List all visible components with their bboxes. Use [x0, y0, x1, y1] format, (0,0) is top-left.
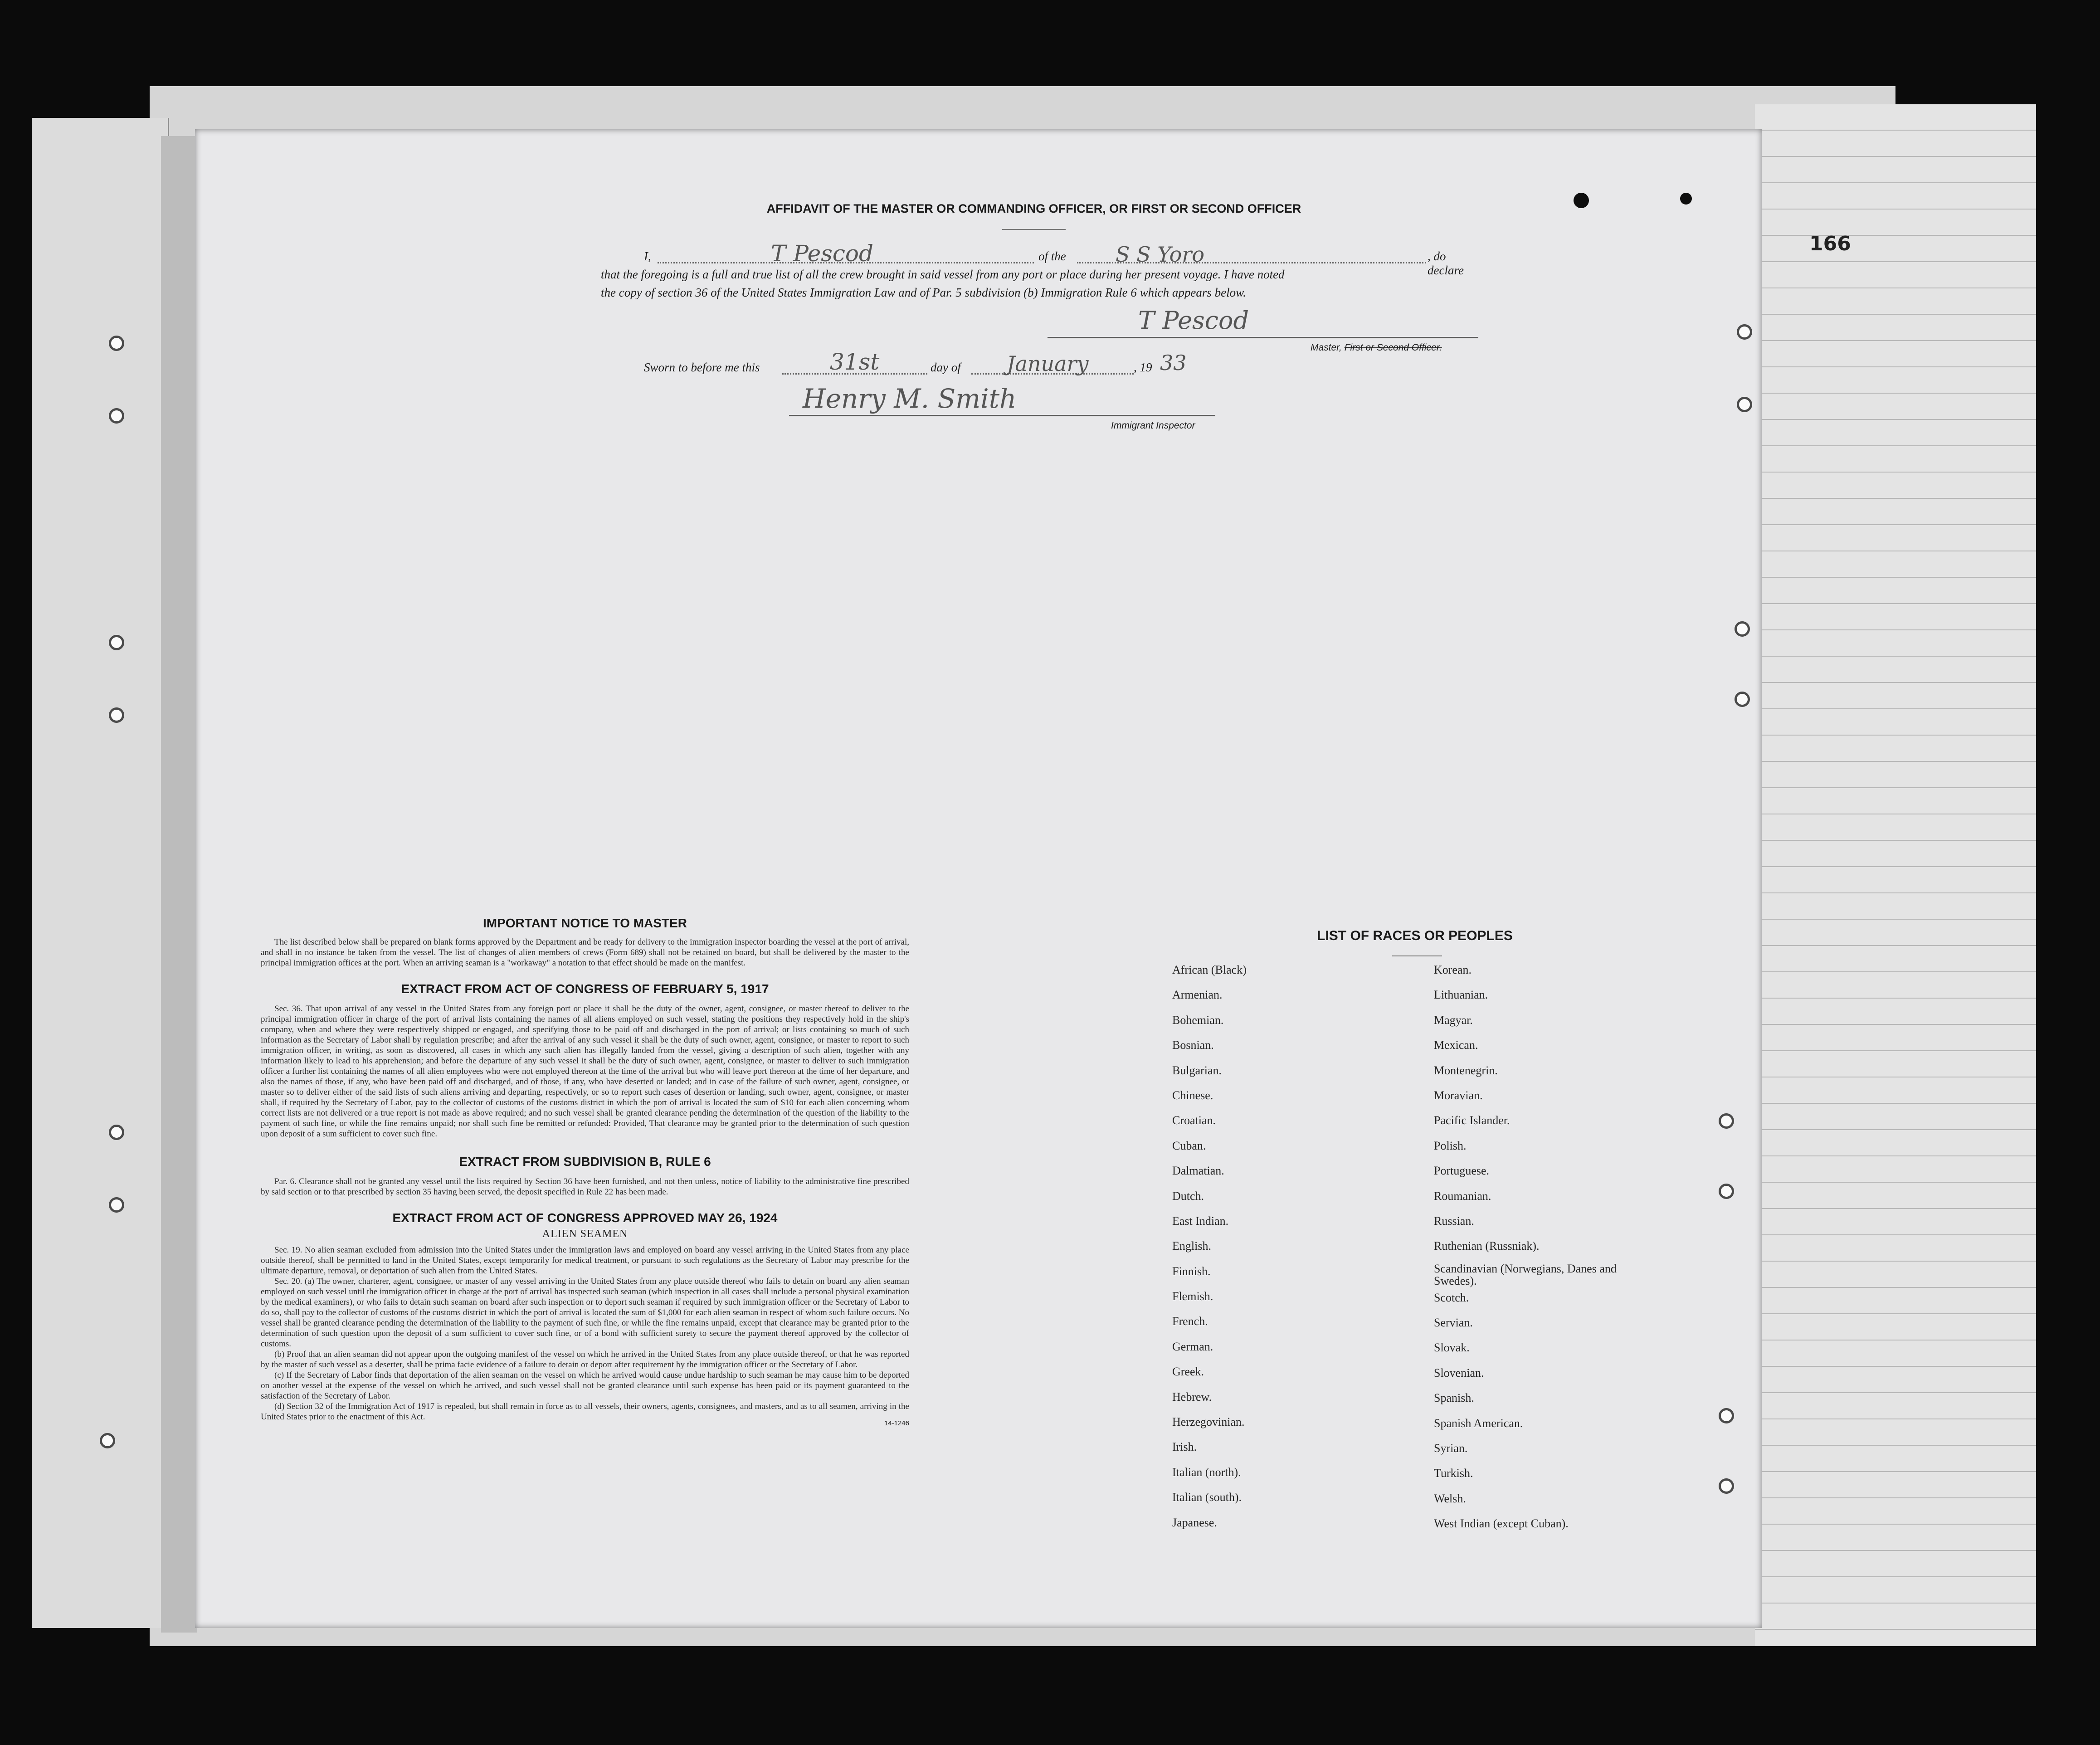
- races-title-underline: [1392, 955, 1442, 956]
- race-item: Turkish.: [1434, 1467, 1473, 1480]
- races-left-column: [1172, 964, 1426, 1541]
- extract-1924-sec20a: Sec. 20. (a) The owner, charterer, agent, consignee, or master of any vessel arriving in the United States from any place outside thereof who fails to detain on board any alien seaman employed on such vessel until the immigration officer in charge at the port of arrival has inspected such seaman (which inspection in all cases shall include a personal physical examination by the medical examiners), or who fails to detain such seaman on board after such inspection or to deport such seaman if required by such immigration officer or the Secretary of Labor to do so, shall pay to the collector of customs of the customs district in which the port of arrival is located the sum of $1,000 for each alien seaman in respect of whom such failure occurs. No vessel shall be granted clearance pending the determination of the liability to the payment of such fine, or while the fine remains unpaid, except that clearance may be granted prior to the determination of such question upon the deposit of a sum sufficient to cover such fine, or of a bond with sufficient surety to secure the payment thereof approved by the collector of customs.: [261, 1277, 909, 1349]
- race-item: West Indian (except Cuban).: [1434, 1517, 1569, 1531]
- sworn-line: [644, 351, 1415, 383]
- race-item: Syrian.: [1434, 1442, 1468, 1455]
- binder-hole: [1735, 621, 1750, 637]
- notice-title: IMPORTANT NOTICE TO MASTER: [482, 916, 687, 930]
- race-item: German.: [1172, 1340, 1213, 1353]
- race-item: African (Black): [1172, 963, 1247, 976]
- master-signature-line: [1048, 337, 1478, 338]
- race-item: Chinese.: [1172, 1088, 1213, 1102]
- race-item: Croatian.: [1172, 1114, 1216, 1127]
- race-item: Italian (north).: [1172, 1465, 1241, 1479]
- race-item: Dutch.: [1172, 1189, 1204, 1203]
- race-item: Mexican.: [1434, 1038, 1478, 1052]
- race-item: Herzegovinian.: [1172, 1415, 1245, 1429]
- left-sheet-stack: [32, 118, 169, 1628]
- race-item: Roumanian.: [1434, 1189, 1491, 1203]
- affidavit-line-2: that the foregoing is a full and true list of all the crew brought in said vessel from any port or place during her present voyage. I have noted: [601, 268, 1285, 281]
- master-label: Master,: [1311, 342, 1342, 353]
- affidavit-page: [195, 129, 1762, 1628]
- binder-hole: [1737, 324, 1752, 340]
- race-item: Dalmatian.: [1172, 1164, 1224, 1178]
- race-item: English.: [1172, 1239, 1211, 1253]
- extract-1924-title: EXTRACT FROM ACT OF CONGRESS APPROVED MAY 26, 1924: [392, 1211, 778, 1225]
- race-item: Russian.: [1434, 1214, 1474, 1228]
- binder-hole: [109, 336, 124, 351]
- inspector-signature: Henry M. Smith: [803, 383, 1017, 414]
- notice-text: The list described below shall be prepared on blank forms approved by the Department and be ready for delivery to the immigration inspector boarding the vessel at the port of arrival, and shall in no instance be taken from the vessel. The list of changes of alien members of crews (Form 689) shall not be retained on board, but shall be delivered by the master to the principal immigration offices at the port. When an arriving seaman is a "workaway" a notation to that effect should be made on the manifest.: [261, 937, 909, 968]
- race-item: French.: [1172, 1315, 1208, 1328]
- race-item: Bohemian.: [1172, 1013, 1224, 1027]
- rule6-text: Par. 6. Clearance shall not be granted any vessel until the lists required by Section 36 have been furnished, and not then unless, notice of liability to the administrative fine prescribed by said section or to that prescribed by section 35 having been served, the deposit specified in Rule 22 has been made.: [261, 1177, 909, 1197]
- race-item: Montenegrin.: [1434, 1063, 1498, 1077]
- extract-1924-subtitle: ALIEN SEAMEN: [542, 1228, 628, 1240]
- race-item: Hebrew.: [1172, 1390, 1212, 1404]
- race-item: Pacific Islander.: [1434, 1114, 1510, 1127]
- binder-hole: [109, 635, 124, 650]
- race-item: Italian (south).: [1172, 1491, 1242, 1504]
- races-right-column: [1434, 964, 1624, 1543]
- title-underline: [1002, 229, 1066, 230]
- day-of-label: day of: [931, 361, 961, 374]
- race-item: Portuguese.: [1434, 1164, 1490, 1178]
- race-item: Polish.: [1434, 1139, 1467, 1152]
- binder-hole: [1719, 1478, 1734, 1494]
- race-item: Welsh.: [1434, 1492, 1466, 1505]
- race-item: Bosnian.: [1172, 1038, 1214, 1052]
- race-item: Slovak.: [1434, 1341, 1470, 1355]
- punch-mark: [1574, 193, 1589, 208]
- race-item: Magyar.: [1434, 1013, 1473, 1027]
- extract-1924-sec20b: (b) Proof that an alien seaman did not appear upon the outgoing manifest of the vessel on which he arrived in the United States from any place outside thereof, or that he was reported by the master of such vessel as a deserter, shall be prima facie evidence of a failure to detain or deport after requirement by the immigration officer or the Secretary of Labor.: [261, 1350, 909, 1370]
- do-declare-label: , do declare: [1428, 249, 1464, 277]
- i-label: I,: [644, 249, 651, 263]
- sworn-month-handwritten: January: [1007, 351, 1089, 376]
- year-handwritten: 33: [1160, 351, 1187, 375]
- race-item: Ruthenian (Russniak).: [1434, 1239, 1540, 1253]
- race-item: Lithuanian.: [1434, 988, 1488, 1002]
- race-item: Finnish.: [1172, 1264, 1211, 1278]
- inspector-signature-line: [789, 415, 1215, 416]
- race-item: East Indian.: [1172, 1214, 1229, 1228]
- struck-officer-label: First or Second Officer.: [1344, 342, 1442, 353]
- binder-hole: [1719, 1184, 1734, 1199]
- binder-hole: [109, 408, 124, 424]
- rule6-title: EXTRACT FROM SUBDIVISION B, RULE 6: [459, 1155, 711, 1169]
- binder-hole: [1719, 1408, 1734, 1423]
- affidavit-line-3: the copy of section 36 of the United States Immigration Law and of Par. 5 subdivision (b) Immigration Rule 6 which appears below.: [601, 286, 1246, 299]
- affidavit-title: AFFIDAVIT OF THE MASTER OR COMMANDING OFFICER, OR FIRST OR SECOND OFFICER: [766, 202, 1301, 215]
- race-item: Irish.: [1172, 1440, 1197, 1454]
- extract-1924-sec20c: (c) If the Secretary of Labor finds that deportation of the alien seaman on the vessel on which he arrived would cause undue hardship to such seaman he may cause him to be deported on another vessel at the expense of the vessel on which he arrived, and such vessel shall not be granted clearance until such expense has been paid or its payment guaranteed to the satisfaction of the Secretary of Labor.: [261, 1370, 909, 1401]
- inspector-label: Immigrant Inspector: [1111, 420, 1195, 431]
- extract-1917-text: Sec. 36. That upon arrival of any vessel in the United States from any foreign port or place it shall be the duty of the owner, agent, consignee, or master thereof to deliver to the principal immigration officer in charge of the port of arrival lists containing the names of all aliens employed on such vessel, stating the positions they respectively hold in the ship's company, when and where they were respectively shipped or engaged, and specifying those to be paid off and discharged in the port of arrival; or lists containing so much of such information as the Secretary of Labor shall by regulation prescribe; and after the arrival of any such vessel it shall be the duty of such owner, agent, consignee, or master to report to such immigration officer, in writing, as soon as discovered, all cases in which any such alien has illegally landed from the vessel, giving a description of such alien, together with any information likely to lead to his apprehension; and before the departure of any such vessel it shall be the duty of such owner, agent, consignee, or master to deliver to such immigration officer a further list containing the names of all alien employees who were not employed thereon at the time of the arrival but who will leave port thereon at the time of her departure, and also the names of those, if any, who have been paid off and discharged, and of those, if any, who have deserted or landed; and in case of the failure of such owner, agent, consignee, or master so to deliver either of the said lists of such aliens arriving and departing, respectively, or so to report such cases of desertion or landing, such owner, agent, consignee, or master shall, if required by the Secretary of Labor, pay to the collector of customs of the customs district in which the port of arrival is located the sum of $10 for each alien concerning whom correct lists are not delivered or a true report is not made as above required; and no such vessel shall be granted clearance pending the determination of the question of the liability to the payment of such fine, or while the fine remains unpaid; nor shall such fine be remitted or refunded: Provided, That clearance may be granted prior to the determination of such question upon deposit of a sum sufficient to cover such fine.: [261, 1004, 909, 1139]
- race-item: Japanese.: [1172, 1516, 1217, 1529]
- left-sheet-edge: [161, 136, 197, 1633]
- race-item: Scotch.: [1434, 1291, 1469, 1304]
- form-code: 14-1246: [884, 1419, 909, 1427]
- year-prefix: , 19: [1134, 361, 1152, 374]
- race-item: Moravian.: [1434, 1088, 1483, 1102]
- punch-mark: [1680, 193, 1692, 205]
- sworn-label: Sworn to before me this: [644, 361, 760, 374]
- binder-hole: [1737, 397, 1752, 412]
- race-item: Slovenian.: [1434, 1366, 1484, 1379]
- race-item: Greek.: [1172, 1365, 1204, 1379]
- race-item: Cuban.: [1172, 1139, 1206, 1152]
- binder-hole: [100, 1433, 115, 1448]
- race-item: Spanish.: [1434, 1391, 1474, 1405]
- legal-notices-column: [261, 916, 909, 1427]
- race-item: Bulgarian.: [1172, 1063, 1222, 1077]
- ruled-ledger-sheet: [1755, 104, 2036, 1646]
- master-name-handwritten: T Pescod: [771, 240, 874, 267]
- race-item: Korean.: [1434, 963, 1472, 976]
- race-item: Armenian.: [1172, 988, 1223, 1002]
- sworn-day-handwritten: 31st: [830, 349, 880, 375]
- race-item: Flemish.: [1172, 1290, 1213, 1303]
- race-item: Spanish American.: [1434, 1416, 1523, 1430]
- binder-hole: [1735, 692, 1750, 707]
- binder-hole: [109, 1197, 124, 1213]
- page-number-stamp: 166: [1809, 232, 1851, 255]
- races-title: LIST OF RACES OR PEOPLES: [1317, 928, 1513, 943]
- binder-hole: [109, 707, 124, 723]
- race-item: Servian.: [1434, 1316, 1473, 1330]
- vessel-name-handwritten: S S Yoro: [1116, 242, 1205, 267]
- binder-hole: [109, 1125, 124, 1140]
- binder-hole: [1719, 1113, 1734, 1129]
- extract-1924-sec20d: (d) Section 32 of the Immigration Act of 1917 is repealed, but shall remain in force as to all vessels, their owners, agents, consignees, and masters, and as to all seamen, arriving in the United States prior to the enactment of this Act.: [261, 1402, 909, 1422]
- race-item: Scandinavian (Norwegians, Danes and Swedes).: [1434, 1262, 1617, 1287]
- master-signature: T Pescod: [1138, 306, 1249, 335]
- extract-1924-sec19: Sec. 19. No alien seaman excluded from admission into the United States under the immigration laws and employed on board any vessel arriving in the United States from any place outside thereof, shall be permitted to land in the United States, except temporarily for medical treatment, or pursuant to such regulations as the Secretary of Labor may prescribe for the ultimate departure, removal, or deportation of such alien from the United States.: [261, 1245, 909, 1276]
- extract-1917-title: EXTRACT FROM ACT OF CONGRESS OF FEBRUARY 5, 1917: [401, 982, 769, 996]
- of-the-label: of the: [1038, 249, 1066, 263]
